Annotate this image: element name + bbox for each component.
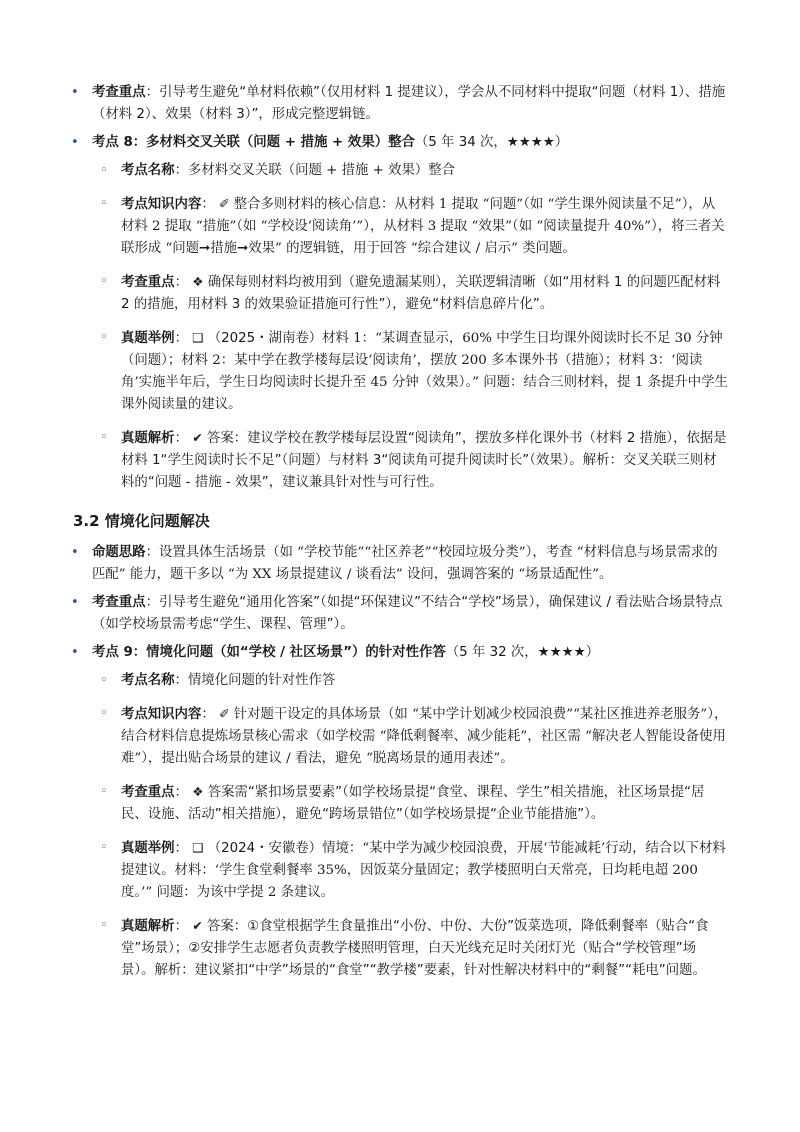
bullet-icon: • (71, 645, 79, 660)
circle-bullet-icon: ◦ (100, 163, 108, 178)
circle-bullet-icon: ◦ (100, 430, 108, 445)
point-title: 考点 9：情境化问题（如“学校 / 社区场景”）的针对性作答 (92, 645, 446, 660)
check-icon: ✔ (192, 430, 203, 445)
point-title: 考点 8：多材料交叉关联（问题 + 措施 + 效果）整合 (92, 135, 415, 150)
list-item-idea: • 命题思路：设置具体生活场景（如 “学校节能”“社区养老”“校园垃圾分类”），考查 “材料信息与场景需求的匹配” 能力，题干多以 “为 XX 场景提建议 / 谈看法” 设问，强调答案的 “场景适配性”。 (92, 542, 728, 586)
sub-item-knowledge: ◦ 考点知识内容： ✐ 针对题干设定的具体场景（如 “某中学计划减少校园浪费”“某社区推进养老服务”），结合材料信息提炼场景核心需求（如学校需 “降低剩餐率、减少能耗”，社区需 “解决老人智能设备使用难”），提出贴合场景的建议 / 看法，避免 “脱离场景的通用表述”。 (121, 703, 728, 770)
sub-item-example: ◦ 真题举例： ❑ （2024・安徽卷）情境：“某中学为减少校园浪费，开展‘节能减耗’行动，结合以下材料提建议。材料：‘学生食堂剩餐率 35%，因饭菜分量固定；教学楼照明白天常亮，日均耗电超 200 度。’” 问题：为该中学提 2 条建议。 (121, 837, 728, 904)
sub-item-focus: ◦ 考查重点： ❖ 确保每则材料均被用到（避免遗漏某则），关联逻辑清晰（如“用材料 1 的问题匹配材料 2 的措施，用材料 3 的效果验证措施可行性”），避免“材料信息碎片化”。 (121, 271, 728, 316)
sub-item-name: ◦ 考点名称：多材料交叉关联（问题 + 措施 + 效果）整合 (121, 160, 728, 182)
pencil-icon: ✐ (219, 706, 230, 721)
checkbox-icon: ❑ (192, 840, 204, 855)
item-label: 考查重点 (92, 85, 146, 100)
list-item-focus-32: • 考查重点：引导考生避免“通用化答案”（如提“环保建议”不结合“学校”场景），确保建议 / 看法贴合场景特点（如学校场景需考虑“学生、课程、管理”）。 (92, 592, 728, 636)
sub-item-name: ◦ 考点名称：情境化问题的针对性作答 (121, 670, 728, 692)
circle-bullet-icon: ◦ (100, 196, 108, 211)
check-icon: ✔ (192, 918, 203, 933)
sub-item-analysis: ◦ 真题解析： ✔ 答案：建议学校在教学楼每层设置“阅读角”，摆放多样化课外书（材料 2 措施），依据是材料 1“学生阅读时长不足”（问题）与材料 3“阅读角可提升阅读时长”（效果）。解析：交叉关联三则材料的“问题 - 措施 - 效果”，建议兼具针对性与可行性。 (121, 427, 728, 494)
section-heading: 3.2 情境化问题解决 (73, 512, 210, 530)
list-item-focus: • 考查重点：引导考生避免“单材料依赖”（仅用材料 1 提建议），学会从不同材料中提取“问题（材料 1）、措施（材料 2）、效果（材料 3）”，形成完整逻辑链。 (92, 82, 728, 126)
circle-bullet-icon: ◦ (100, 330, 108, 345)
sub-item-knowledge: ◦ 考点知识内容： ✐ 整合多则材料的核心信息：从材料 1 提取 “问题”（如 “学生课外阅读量不足”），从材料 2 提取 “措施”（如 “学校设‘阅读角’”），从材料 3 提取 “效果”（如 “阅读量提升 40%”），将三者关联形成 “问题➞措施➞效果” 的逻辑链，用于回答 “综合建议 / 启示” 类问题。 (121, 193, 728, 260)
bullet-icon: • (71, 85, 79, 100)
sub-item-example: ◦ 真题举例： ❑ （2025・湖南卷）材料 1：“某调查显示，60% 中学生日均课外阅读时长不足 30 分钟（问题）；材料 2：某中学在教学楼每层设‘阅读角’，摆放 200 多本课外书（措施）；材料 3：‘阅读角’实施半年后，学生日均阅读时长提升至 45 分钟（效果）。” 问题：结合三则材料，提 1 条提升中学生课外阅读量的建议。 (121, 327, 728, 416)
circle-bullet-icon: ◦ (100, 673, 108, 688)
sub-item-focus: ◦ 考查重点： ❖ 答案需“紧扣场景要素”（如学校场景提“食堂、课程、学生”相关措施，社区场景提“居民、设施、活动”相关措施），避免“跨场景错位”（如学校场景提“企业节能措施”）。 (121, 781, 728, 826)
circle-bullet-icon: ◦ (100, 706, 108, 721)
bullet-icon: • (71, 545, 79, 560)
checkbox-icon: ❑ (192, 330, 204, 345)
point-meta: （5 年 34 次，★★★★） (414, 135, 569, 150)
list-item-point9 (71, 642, 728, 664)
sub-item-analysis: ◦ 真题解析： ✔ 答案：①食堂根据学生食量推出“小份、中份、大份”饭菜选项，降低剩餐率（贴合“食堂”场景）；②安排学生志愿者负责教学楼照明管理，白天光线充足时关闭灯光（贴合“学校管理”场景）。解析：建议紧扣“中学”场景的“食堂”“教学楼”要素，针对性解决材料中的“剩餐”“耗电”问题。 (121, 915, 728, 982)
diamond-icon: ❖ (192, 274, 204, 289)
list-item-point8 (71, 132, 728, 154)
circle-bullet-icon: ◦ (100, 840, 108, 855)
circle-bullet-icon: ◦ (100, 918, 108, 933)
circle-bullet-icon: ◦ (100, 784, 108, 799)
circle-bullet-icon: ◦ (100, 274, 108, 289)
document-page (0, 82, 800, 993)
item-text: 引导考生避免“单材料依赖”（仅用材料 1 提建议），学会从不同材料中提取“问题（材料 1）、措施（材料 2）、效果（材料 3）”，形成完整逻辑链。 (92, 85, 726, 122)
point-meta: （5 年 32 次，★★★★） (445, 645, 600, 660)
bullet-icon: • (71, 135, 79, 150)
bullet-icon: • (71, 595, 79, 610)
pencil-icon: ✐ (219, 196, 230, 211)
diamond-icon: ❖ (192, 784, 204, 799)
